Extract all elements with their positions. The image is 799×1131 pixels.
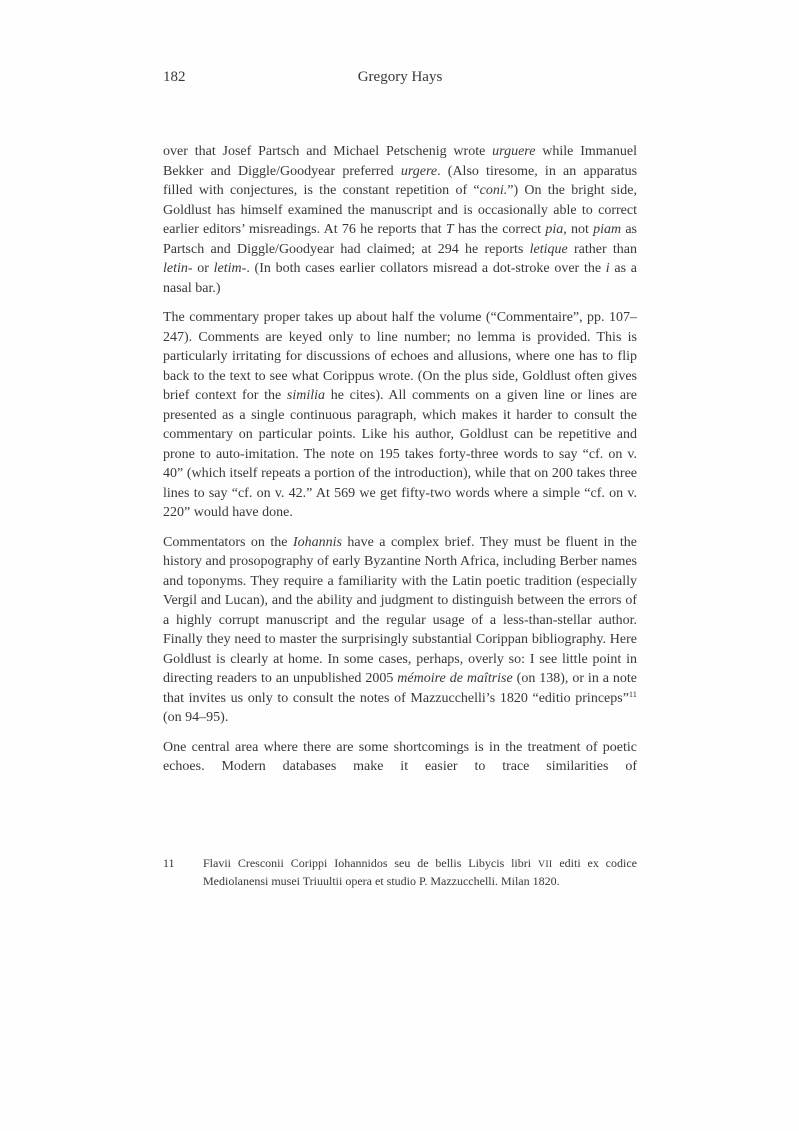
body-paragraph	[163, 533, 637, 728]
running-header-title: Gregory Hays	[357, 69, 443, 85]
body-text-run: (on 138), or in a note that invites us only to consult the notes of Mazzucchelli’s 1820 “editio princeps”	[163, 671, 637, 706]
italic-text: coni.	[479, 183, 508, 198]
small-caps-text: VII	[537, 859, 553, 870]
italic-text: mémoire de maîtrise	[397, 671, 513, 686]
body-text-run: or	[192, 261, 214, 276]
page-header	[163, 67, 637, 87]
body-text-run: ”) On the bright side, Goldlust has himself examined the manuscript and is occasionally able to correct earlier editors’ misreadings. At 76 he reports that	[163, 183, 637, 237]
italic-text: urgere	[400, 163, 438, 179]
italic-text: letique	[529, 241, 568, 257]
body-text-run: has the correct	[453, 222, 546, 237]
italic-text: T	[445, 222, 454, 237]
body-paragraph	[163, 308, 637, 523]
body-text-run: . (In both cases earlier collators misread a dot-stroke over the	[246, 261, 606, 276]
page-body	[163, 142, 637, 787]
body-text-run: . (Also tiresome, in an apparatus filled with conjectures, is the constant repetition of “	[163, 163, 638, 198]
body-text-run: rather than	[567, 241, 637, 257]
footnotes-section	[163, 855, 637, 890]
italic-text: letin-	[163, 261, 193, 276]
italic-text: piam	[593, 222, 622, 237]
body-text-run: (on 94–95).	[163, 710, 229, 725]
body-text-run: while Immanuel Bekker and Diggle/Goodyear preferred	[163, 144, 637, 179]
body-text-run: editi ex codice Mediolanensi musei Triuultii opera et studio P. Mazzucchelli. Milan 1820.	[203, 856, 637, 888]
italic-text: letim-	[213, 261, 247, 276]
italic-text: similia	[286, 388, 326, 403]
body-text-run: as a nasal bar.)	[163, 261, 637, 296]
body-text-run: One central area where there are some shortcomings is in the treatment of poetic echoes. Modern databases make it easier to trace similarities of	[163, 739, 637, 774]
footnote	[163, 855, 637, 890]
footnote-text	[203, 855, 637, 890]
italic-text: pia	[545, 222, 564, 237]
body-text-run: over that Josef Partsch and Michael Petschenig wrote	[163, 144, 493, 159]
body-text-run: he cites). All comments on a given line or lines are presented as a single continuous paragraph, which makes it harder to consult the commentary on particular points. Like his author, Goldlust can be repetitive and prone to auto-imitation. The note on 195 takes forty-three words to say “cf. on v. 40” (which itself repeats a portion of the introduction), while that on 200 takes three lines to say “cf. on v. 42.” At 569 we get fifty-two words where a simple “cf. on v. 220” would have done.	[163, 388, 638, 520]
body-text-run: Flavii Cresconii Corippi Iohannidos seu de bellis Libycis libri	[203, 856, 538, 870]
footnote-number: 11	[163, 856, 175, 870]
footnote-reference: 11	[628, 690, 637, 700]
page-number: 182	[163, 69, 186, 85]
italic-text: urguere	[492, 144, 536, 159]
body-text-run: as Partsch and Diggle/Goodyear had claimed; at 294 he reports	[163, 222, 638, 257]
body-text-run: have a complex brief. They must be fluent in the history and prosopography of early Byzantine North Africa, including Berber names and toponyms. They require a familiarity with the Latin poetic tradition (especially Vergil and Lucan), and the ability and judgment to distinguish between the errors of a highly corrupt manuscript and the regular usage of a less-than-stellar author. Finally they need to master the surprisingly substantial Corippan bibliography. Here Goldlust is clearly at home. In some cases, perhaps, overly so: I see little point in directing readers to an unpublished 2005	[163, 534, 637, 686]
body-text-run: Commentators on the	[163, 534, 293, 550]
italic-text: i	[605, 261, 610, 276]
italic-text: Iohannis	[292, 534, 342, 550]
body-paragraph	[163, 142, 637, 298]
body-text-run: The commentary proper takes up about half the volume (“Commentaire”, pp. 107–247). Comments are keyed only to line number; no lemma is provided. This is particularly irritating for discussions of echoes and allusions, where one has to flip back to the text to see what Corippus wrote. (On the plus side, Goldlust often gives brief context for the	[163, 310, 637, 403]
body-text-run: , not	[563, 222, 594, 237]
body-paragraph	[163, 738, 637, 777]
